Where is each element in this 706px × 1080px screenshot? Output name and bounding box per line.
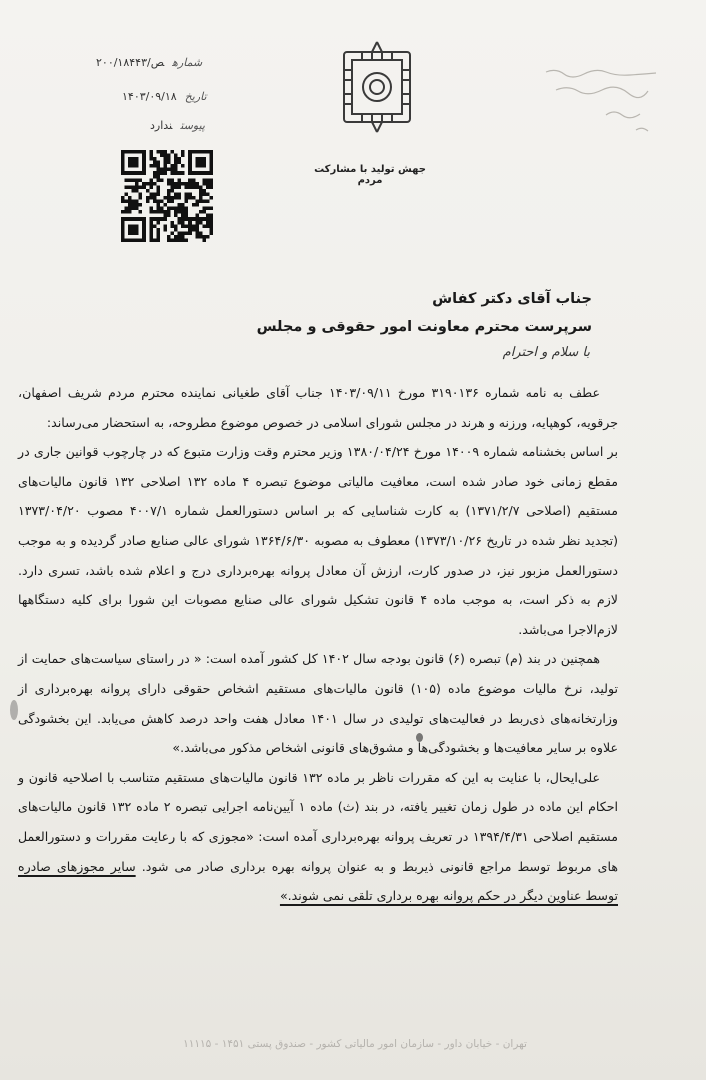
letter-date: [122, 90, 207, 103]
body-paragraph-4-underlined: سایر مجوزهای صادره توسط عناوین دیگر در حکم پروانه بهره برداری تلقی نمی شوند.»: [18, 858, 618, 904]
body-paragraph-4-main: علی‌ایحال، با عنایت به این که مقررات ناظر بر ماده ۱۳۲ قانون مالیات‌های مستقیم متناسب با اصلاحیه قانون و احکام این ماده در طول زمان تغییر یافته، در بند (ث) ماده ۱ آیین‌نامه اجرایی تبصره ۲ ماده ۱۳۲ قانون مالیات‌های مستقیم اصلاحی ۱۳۹۴/۴/۳۱ در تعریف پروانه بهره‌برداری آمده است: «مجوزی که با رعایت مقررات و دستورالعمل های مربوط توسط مراجع قانونی ذیربط و به عنوان پروانه بهره برداری صادر می شود.: [18, 769, 619, 874]
letter-number-label: شماره: [172, 56, 203, 69]
letter-number-value: ص/۲۰۰/۱۸۴۴۳: [96, 56, 165, 69]
body-paragraph-4: [18, 763, 618, 911]
letter-date-label: تاریخ: [184, 90, 207, 103]
body-paragraph-1: عطف به نامه شماره ۳۱۹۰۱۳۶ مورخ ۱۴۰۳/۰۹/۱۱ جناب آقای طغیانی نماینده محترم مردم شریف اصفهان، جرقویه، کوهپایه، ورزنه و هرند در مجلس شورای اسلامی در خصوص موضوع مطروحه، به استحضار می‌رساند:: [18, 385, 618, 430]
letter-attachment-value: ندارد: [150, 119, 173, 132]
letter-body: [18, 378, 618, 911]
scan-smudge: [10, 700, 18, 720]
recipient-name: جناب آقای دکتر کفاش: [432, 291, 592, 307]
handwritten-note: [526, 60, 676, 150]
body-paragraph-2: بر اساس بخشنامه شماره ۱۴۰۰۹ مورخ ۱۳۸۰/۰۴/۲۴ وزیر محترم وقت وزارت متبوع که در چارچوب قوانین جاری در مقطع زمانی خود صادر شده است، معافیت مالیاتی موضوع تبصره ۴ ماده ۱۳۲ اصلاحی ۱۳۲ قانون مالیات‌های مستقیم (اصلاحی ۱۳۷۱/۲/۷) به کارت شناسایی که بر اساس دستورالعمل شماره ۴۰۰۷/۱ مصوب ۱۳۷۳/۰۴/۲۰ (تجدید نظر شده در تاریخ ۱۳۷۳/۱۰/۲۶) معطوف به مصوبه ۱۳۶۴/۶/۳۰ شورای عالی صنایع صادر گردیده و به موجب دستورالعمل مزبور نیز، در صدور کارت، ارزش آن معادل پروانه بهره‌برداری درج و اعلام شده باشد، تسری دارد. لازم به ذکر است، به موجب ماده ۴ قانون تشکیل شورای عالی صنایع مصوبات این شورا برای کلیه دستگاهها لازم‌الاجرا می‌باشد.: [18, 444, 619, 637]
letter-number: [96, 56, 202, 69]
salutation: با سلام و احترام: [502, 345, 590, 360]
letter-attachment-label: پیوست: [180, 119, 205, 132]
body-paragraph-3: همچنین در بند (م) تبصره (۶) قانون بودجه سال ۱۴۰۲ کل کشور آمده است: « در راستای سیاست‌های حمایت از تولید، نرخ مالیات موضوع ماده (۱۰۵) قانون مالیات‌های مستقیم اشخاص حقوقی دارای پروانه بهره‌برداری از وزارتخانه‌های ذی‌ربط در فعالیت‌های تولیدی در سال ۱۴۰۱ معادل هفت واحد درصد کاهش می‌یابد. این بخشودگی علاوه بر سایر معافیت‌ها و بخشودگی‌ها و مشوق‌های قانونی اشخاص مذکور می‌باشد.»: [18, 651, 618, 756]
slogan-text: جهش تولید با مشارکت مردم: [314, 164, 426, 186]
letter-attachment: [150, 119, 205, 132]
recipient-title: سرپرست محترم معاونت امور حقوقی و مجلس: [256, 319, 592, 335]
qr-code: [116, 150, 218, 242]
footer-address: تهران - خیابان داور - سازمان امور مالیاتی کشور - صندوق پستی ۱۴۵۱ - ۱۱۱۱۵: [183, 1038, 527, 1050]
letter-date-value: ۱۴۰۳/۰۹/۱۸: [122, 90, 177, 103]
organization-emblem: [334, 40, 420, 134]
